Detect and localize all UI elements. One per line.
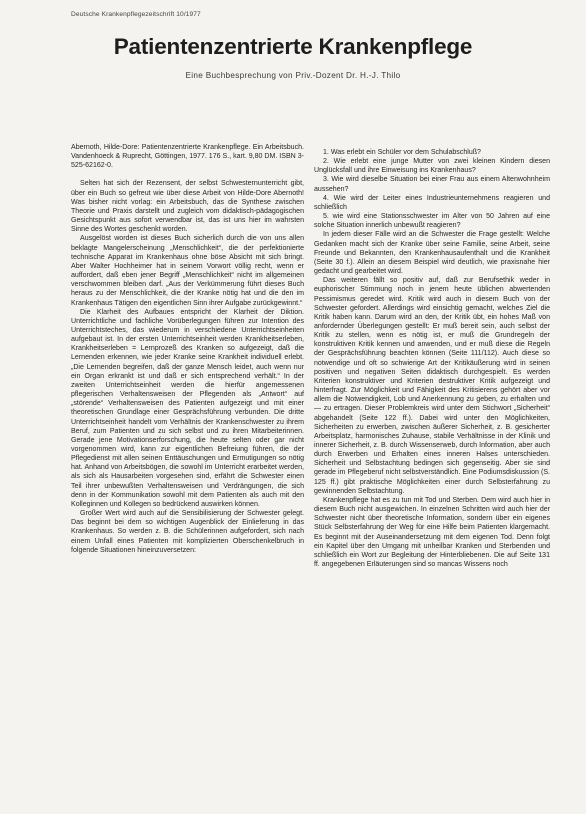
article-subtitle: Eine Buchbesprechung von Priv.-Dozent Dr. H.-J. Thilo <box>185 71 401 80</box>
question-item: 4. Wie wird der Leiter eines Industrieunternehmens reagieren und schließlich <box>314 194 550 211</box>
body-paragraph: Die Klarheit des Aufbaues entspricht der Klarheit der Diktion. Unterrichtliche und fachliche Vorüberlegungen führen zur Intention des Unterrichtsteches, das wiederum in verschiedene Unterrichtseinheiten aufgebaut ist. In der ersten Unterrichtseinheit werden Krankheitserleben, Krankheitserleben = Lernprozeß des Kranken so aufgezeigt, daß die Lernenden erkennen, wie jeder Kranke seine Krankheit individuell erlebt. „Die Lernenden begreifen, daß der ganze Mensch leidet, auch wenn nur ein Organ erkrankt ist und daß er sich entsprechend verhält.“ In der zweiten Unterrichtseinheit werden die hierfür angemessenen pflegerischen Verhaltensweisen der Pflegenden als „Antwort“ auf „störende“ Verhaltensweisen des Patienten aufgezeigt und mit einer theoretischen Grundlage einer Gesprächsführung verbunden. Die dritte Unterrichtseinheit handelt vom Verhältnis der Krankenschwester zu ihrem Beruf, zum Patienten und zu sich selbst und zu ihren Mitarbeiterinnen. Gerade jene Motivationserforschung, die heute selten oder gar nicht vorgenommen wird, kann zur eigentlichen Befreiung führen, die der Pflegedienst mit allen seinen Enttäuschungen und Ermutigungen so nötig hat. Anhand von Arbeitsbögen, die sowohl im Unterricht erarbeitet werden, als sich als Hausarbeiten vorgesehen sind, erfährt die Schwester einen Teil ihrer unbewußten Verhaltensweisen und Verdrängungen, die sich denn in der Kommunikation sowohl mit dem Patienten als auch mit den Kolleginnen und Kollegen so bedrückend auswirken können. <box>71 308 304 508</box>
question-item: 1. Was erlebt ein Schüler vor dem Schulabschluß? <box>323 149 481 156</box>
body-paragraph: Das weiteren fällt so positiv auf, daß zur Berufsethik weder in euphorischer Stimmung noch in jenem heute üblichen abwertenden Pessimismus geredet wird. Kritik wird auch in diesem Buch von der Schwester gefordert. Allerdings wird einsichtig gemacht, welches Ziel die Kritik haben kann. Darum wird an den, der Kritik übt, ein hohes Maß von anfordernder Überlegungen gestellt: Er muß bereit sein, auch selbst der Kritik zu stellen, wenn es nötig ist, er muß die Grundregeln der konstruktiven Kritik kennen und anwenden, und er muß diese die Regeln der Gesprächsführung beachten können (Seite 111/112). Auch diese so notwendige und oft so schwierige Art der Kritikäußerung wird in seinen positiven und negativen Seiten didaktisch durchgespielt. Es werden Kriterien konstruktiver und Kriterien destruktiver Kritik aufgezeigt und hinterfragt. Zur Möglichkeit und Fähigkeit des Kritisierens gehört aber vor allem die Notwendigkeit, Lob und Anerkennung zu geben, zu erhalten und — zu ertragen. Dieser Problemkreis wird unter dem Stichwort „Sicherheit“ abgehandelt (Seite 122 ff.). Dabei wird unter den Möglichkeiten, Sicherheiten zu erwerben, zwischen äußerer Sicherheit, z. B. gesicherter Arbeitsplatz, harmonisches Zuhause, stabile Verhältnisse in der Klinik und innerer Sicherheit, z. B. durch Wissenserweb, durch Information, aber auch durch Erwerben und Erhalten eines inneren Halses unterschieden. Sicherheit und Selbstachtung bedingen sich gegenseitig. Aber sie sind gerade im Pflegeberuf nicht selbstverständlich. Eine Podiumsdiskussion (S. 125 ff.) gibt praktische Möglichkeiten einer durch Selbsterfahrung zu gewinnenden Selbstachtung. <box>314 277 550 495</box>
running-head: Deutsche Krankenpflegezeitschrift 10/1977 <box>71 11 201 18</box>
article-title: Patientenzentrierte Krankenpflege <box>113 34 473 59</box>
body-paragraph: Krankenpflege hat es zu tun mit Tod und Sterben. Dem wird auch hier in diesem Buch nicht ausgewichen. In einzelnen Schritten wird auch hier der Schwester nicht über theoretische Information, sondern über ein eigenes Stück Selbsterfahrung der Weg für eine Hilfe beim Patienten klargemacht. Es beginnt mit der Auseinandersetzung mit dem eigenen Tod. Denn folgt ein Kapitel über den Umgang mit unheilbar Kranken und Sterbenden und schließlich ein Wort zur Begleitung der Hinterbliebenen. Die auf Seite 131 ff. angegebenen Erläuterungen sind so mancas Wissens noch <box>314 496 550 569</box>
right-column <box>314 148 550 569</box>
bibliographic-reference: Abernoth, Hilde-Dore: Patientenzentrierte Krankenpflege. Ein Arbeitsbuch. Vandenhoeck & Ruprecht, Göttingen, 1977. 176 S., kart. 9,80 DM. ISBN 3-525-62162-0. <box>71 144 304 170</box>
question-item: 5. wie wird eine Stationsschwester im Alter von 50 Jahren auf eine solche Situation innerlich unbewußt reagieren? <box>314 213 550 230</box>
body-paragraph: Ausgelöst worden ist dieses Buch sicherlich durch die von uns allen beklagte Mangelerscheinung „Menschlichkeit“, die der perfektionierte technische Apparat im Krankenhaus ohne böse Absicht mit sich bringt. Aber Walter Hochheimer hat in seinem Vorwort völlig recht, wenn er auffordert, daß eben jener Begriff „Menschlichkeit“ nicht im allgemeinen verschwommen bleiben darf. „Aus der Verkümmerung führt dieses Buch heraus zu der Menschlichkeit, die der Kranke nötig hat und die den im Krankenhaus Tätigen den eigentlichen Sinn ihrer Aufgabe zurückgewinnt.“ <box>71 235 304 307</box>
body-paragraph: In jedem dieser Fälle wird an die Schwester die Frage gestellt: Welche Gedanken macht sich der Kranke über seine Familie, seine Arbeit, seine Freunde und Bekannten, den Krankenhausaufenthalt und die Krankheit (Seite 30 f.). Allein an diesem Beispiel wird deutlich, wie praxisnahe hier gedacht und gearbeitet wird. <box>314 231 550 276</box>
left-column <box>71 143 304 555</box>
question-item: 2. Wie erlebt eine junge Mutter von zwei kleinen Kindern diesen Unglücksfall und ihre Einweisung ins Krankenhaus? <box>314 158 550 175</box>
body-paragraph: Selten hat sich der Rezensent, der selbst Schwesternunterricht gibt, über ein Buch so gefreut wie über diese Arbeit von Hilde-Dore Abernoth! Was bisher nicht vorlag: ein Arbeitsbuch, das die Synthese zwischen Theorie und Praxis darstellt und zugleich vom didaktisch-pädagogischen Gesichtspunkt aus sofort verwendbar ist, das ist uns hier im wahrsten Sinne des Wortes geschenkt worden. <box>71 180 304 234</box>
body-paragraph: Großer Wert wird auch auf die Sensibilisierung der Schwester gelegt. Das beginnt bei dem so wichtigen Augenblick der Einlieferung in das Krankenhaus. So werden z. B. die Schülerinnen aufgefordert, sich nach einem Unfall eines Patienten mit komplizierten Oberschenkelbruch in folgende Situationen hineinzuversetzen: <box>71 510 304 554</box>
question-item: 3. Wie wird dieselbe Situation bei einer Frau aus einem Altenwohnheim aussehen? <box>314 176 550 193</box>
